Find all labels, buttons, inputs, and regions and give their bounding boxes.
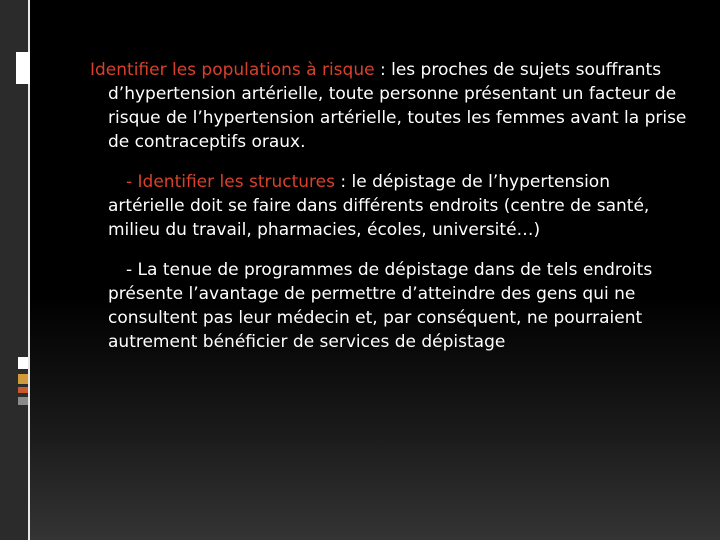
decor-square-gray bbox=[18, 397, 28, 405]
slide-content bbox=[90, 58, 690, 354]
highlight-populations: Identifier les populations à risque bbox=[90, 60, 375, 80]
decor-square-orange bbox=[18, 374, 28, 384]
paragraph-populations bbox=[90, 58, 690, 154]
decor-square-red bbox=[18, 387, 28, 393]
paragraph-populations-text: : les proches de sujets souffrants d’hypertension artérielle, toute personne présentant un facteur de risque de l’hypertension artérielle, toutes les femmes avant la prise de contraceptifs oraux. bbox=[108, 60, 687, 152]
highlight-structures: Identifier les structures bbox=[137, 172, 335, 192]
paragraph-programmes bbox=[90, 258, 690, 354]
decor-square-white bbox=[18, 357, 28, 369]
paragraph-programmes-text: - La tenue de programmes de dépistage dans de tels endroits présente l’avantage de permettre d’atteindre des gens qui ne consultent pas leur médecin et, par conséquent, ne pourraient autrement bénéficier de services de dépistage bbox=[108, 260, 653, 352]
paragraph-structures-text: : le dépistage de l’hypertension artérielle doit se faire dans différents endroits (centre de santé, milieu du travail, pharmacies, écoles, université…) bbox=[108, 172, 650, 240]
paragraph-structures bbox=[90, 170, 690, 242]
bullet-dash: - bbox=[126, 172, 138, 192]
title-marker bbox=[16, 52, 30, 84]
